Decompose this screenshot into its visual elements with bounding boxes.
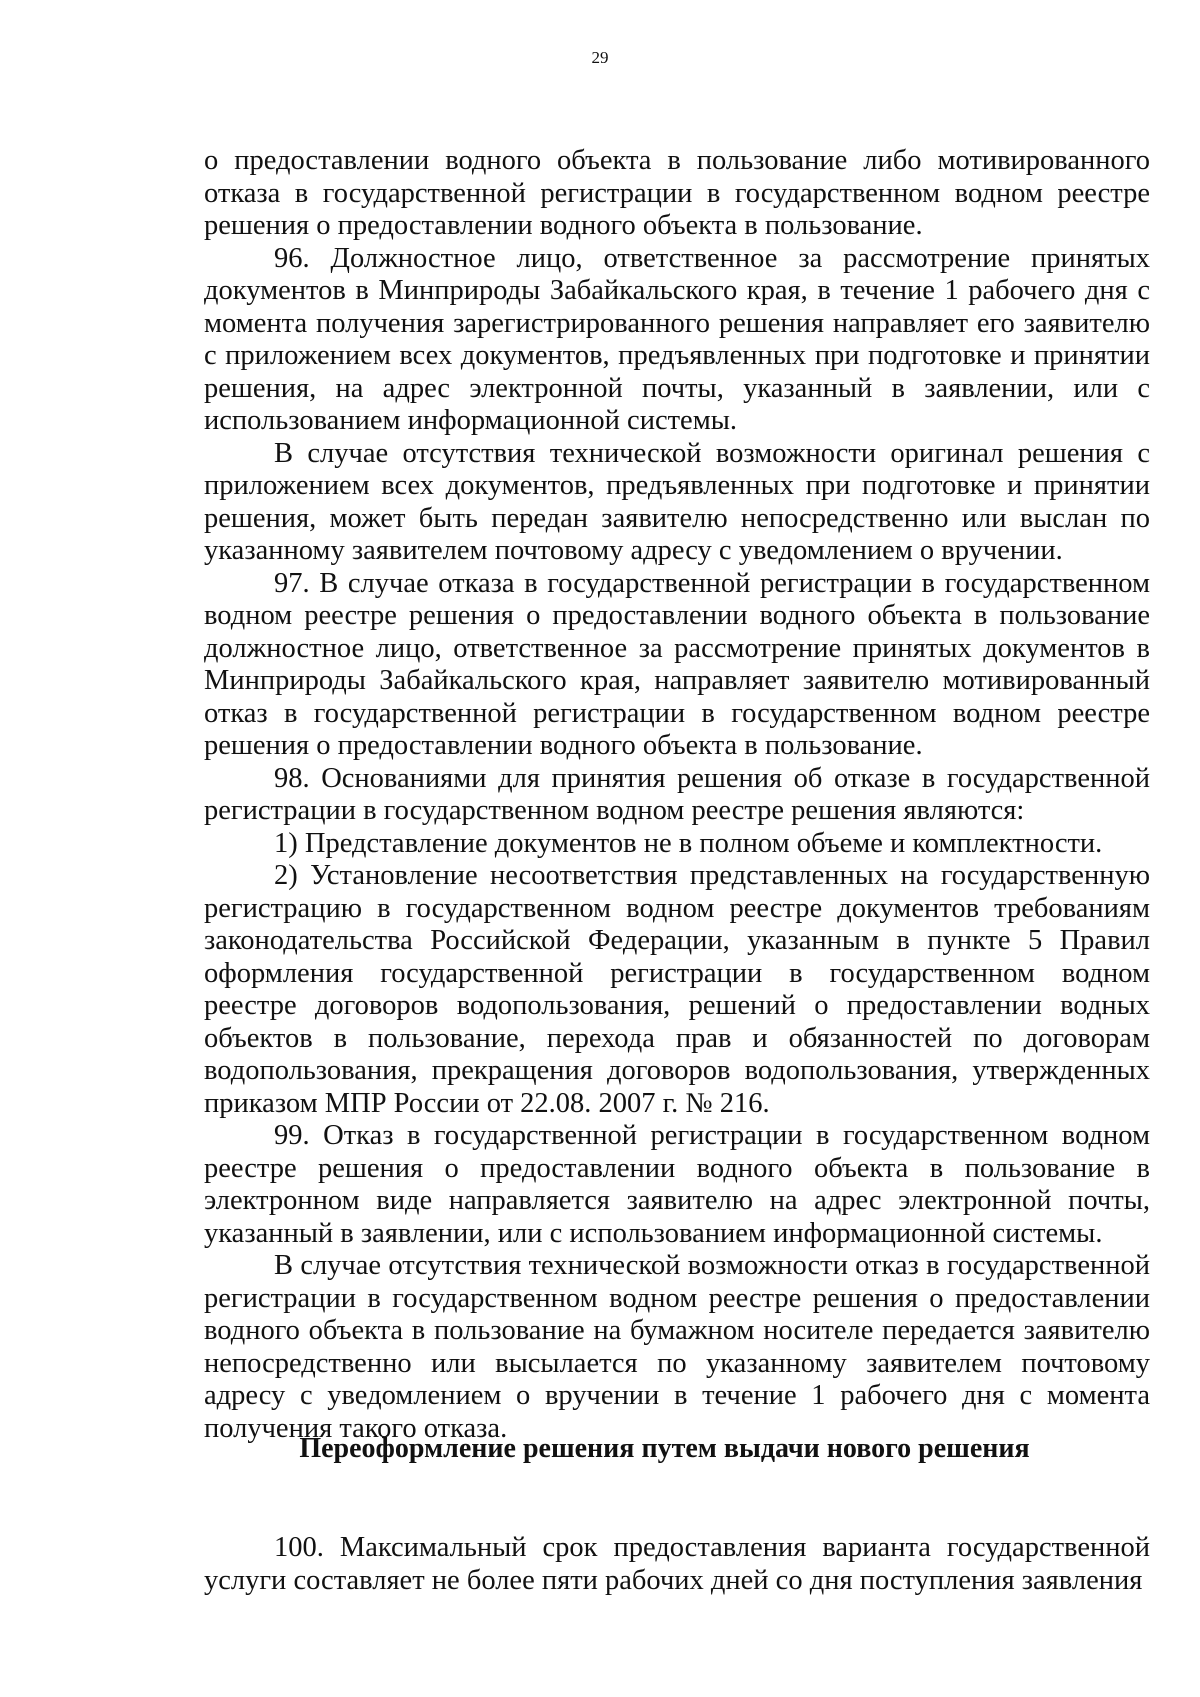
paragraph-100: 100. Максимальный срок предоставления варианта государственной услуги составляет не более пяти рабочих дней со дня поступления заявления (204, 1532, 1150, 1596)
list-item-98-2: 2) Установление несоответствия представленных на государственную регистрацию в государственном водном реестре документов требованиям законодательства Российской Федерации, указанным в пункте 5 Правил оформления государственной регистрации в государственном водном реестре договоров водопользования, решений о предоставлении водных объектов в пользование, перехода прав и обязанностей по договорам водопользования, прекращения договоров водопользования, утвержденных приказом МПР России от 22.08. 2007 г. № 216. (204, 860, 1150, 1119)
document-body (204, 145, 1150, 1445)
paragraph-97: 97. В случае отказа в государственной регистрации в государственном водном реестре решения о предоставлении водного объекта в пользование должностное лицо, ответственное за рассмотрение принятых документов в Минприроды Забайкальского края, направляет заявителю мотивированный отказ в государственной регистрации в государственном водном реестре решения о предоставлении водного объекта в пользование. (204, 567, 1150, 761)
list-item-98-1: 1) Представление документов не в полном объеме и комплектности. (274, 827, 1103, 859)
paragraph-96: 96. Должностное лицо, ответственное за рассмотрение принятых документов в Минприроды Забайкальского края, в течение 1 рабочего дня с момента получения зарегистрированного решения направляет его заявителю с приложением всех документов, предъявленных при подготовке и принятии решения, на адрес электронной почты, указанный в заявлении, или с использованием информационной системы. (204, 242, 1150, 436)
paragraph-98: 98. Основаниями для принятия решения об отказе в государственной регистрации в государственном водном реестре решения являются: (204, 762, 1150, 826)
paragraph-99: 99. Отказ в государственной регистрации в государственном водном реестре решения о предоставлении водного объекта в пользование в электронном виде направляется заявителю на адрес электронной почты, указанный в заявлении, или с использованием информационной системы. (204, 1120, 1150, 1249)
document-body-continued (204, 1532, 1150, 1597)
section-heading: Переоформление решения путем выдачи нового решения (299, 1433, 1030, 1464)
paragraph-continuation: о предоставлении водного объекта в пользование либо мотивированного отказа в государственной регистрации в государственном водном реестре решения о предоставлении водного объекта в пользование. (204, 145, 1150, 241)
paragraph-99-no-technical: В случае отсутствия технической возможности отказ в государственной регистрации в государственном водном реестре решения о предоставлении водного объекта в пользование на бумажном носителе передается заявителю непосредственно или высылается по указанному заявителем почтовому адресу с уведомлением о вручении в течение 1 рабочего дня с момента получения такого отказа. (204, 1250, 1150, 1444)
paragraph-96-no-technical: В случае отсутствия технической возможности оригинал решения с приложением всех документов, предъявленных при подготовке и принятии решения, может быть передан заявителю непосредственно или выслан по указанному заявителем почтовому адресу с уведомлением о вручении. (204, 437, 1150, 566)
page-number: 29 (591, 48, 609, 67)
